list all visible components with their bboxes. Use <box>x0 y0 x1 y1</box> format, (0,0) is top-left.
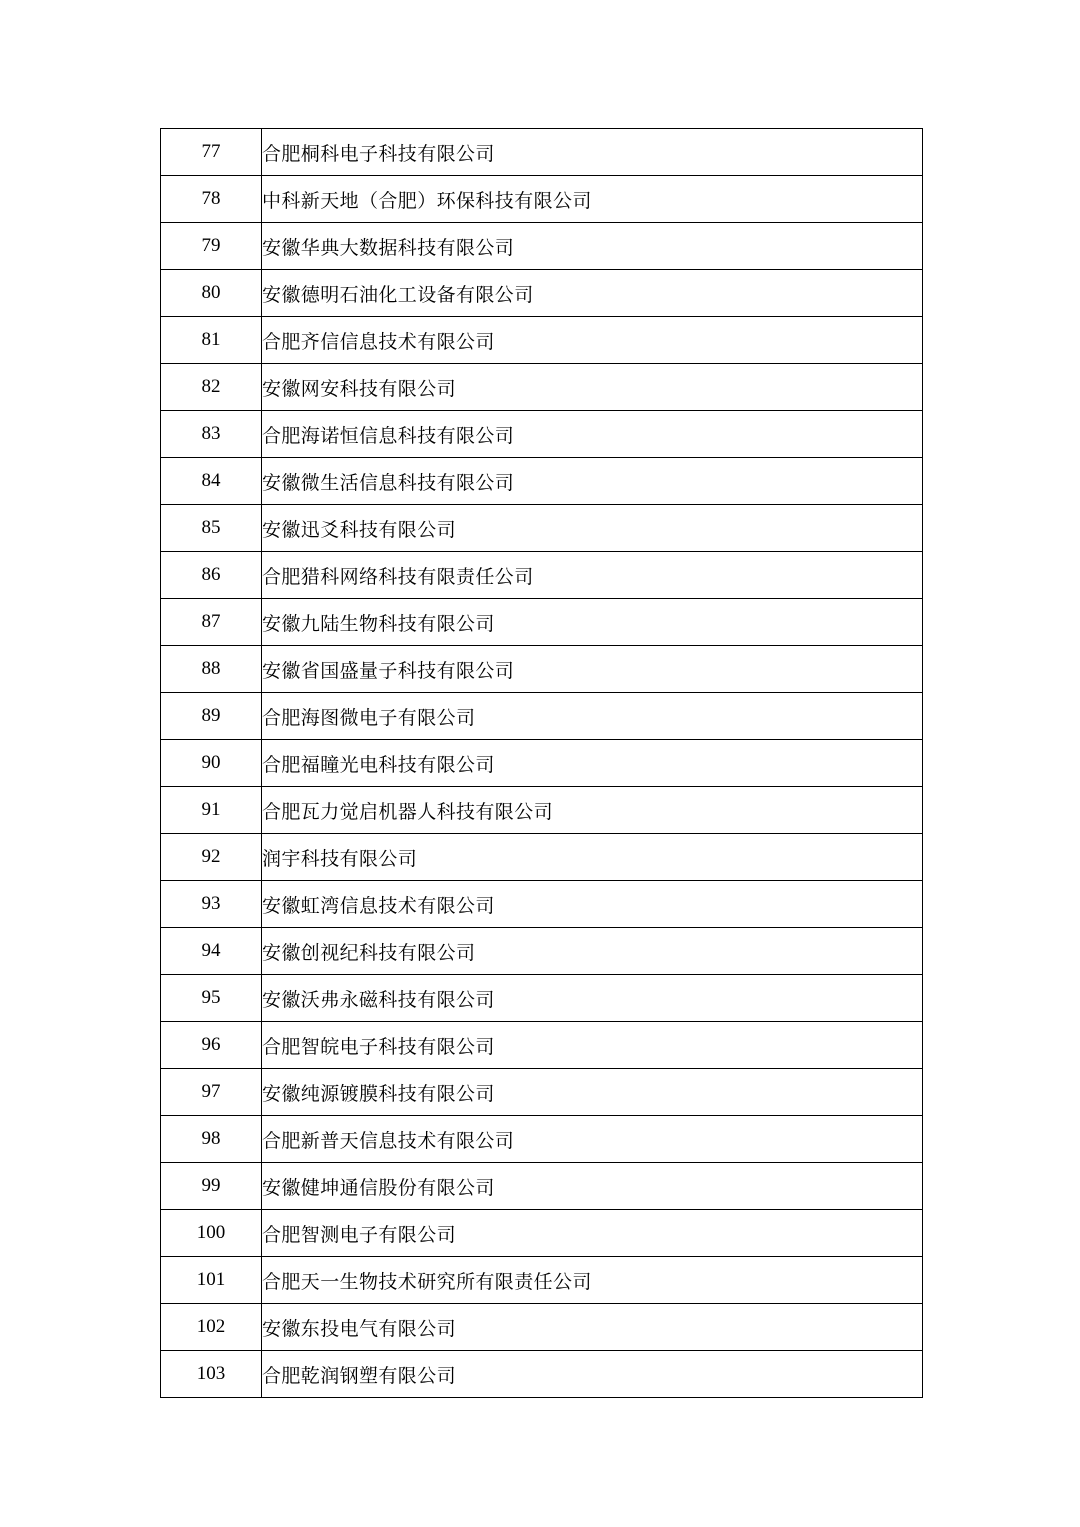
table-row <box>161 975 923 1022</box>
row-index-cell: 85 <box>161 505 262 552</box>
company-name-cell: 合肥海图微电子有限公司 <box>262 693 923 740</box>
table-row <box>161 317 923 364</box>
company-name-cell: 合肥海诺恒信息科技有限公司 <box>262 411 923 458</box>
company-name-cell: 合肥猎科网络科技有限责任公司 <box>262 552 923 599</box>
table-row <box>161 1257 923 1304</box>
table-row <box>161 646 923 693</box>
company-name-cell: 合肥天一生物技术研究所有限责任公司 <box>262 1257 923 1304</box>
company-name-cell: 安徽省国盛量子科技有限公司 <box>262 646 923 693</box>
table-body <box>161 129 923 1398</box>
table-row <box>161 129 923 176</box>
row-index-cell: 98 <box>161 1116 262 1163</box>
table-row <box>161 1210 923 1257</box>
table-row <box>161 176 923 223</box>
company-name-cell: 安徽微生活信息科技有限公司 <box>262 458 923 505</box>
row-index-cell: 89 <box>161 693 262 740</box>
company-name-cell: 安徽纯源镀膜科技有限公司 <box>262 1069 923 1116</box>
table-row <box>161 1116 923 1163</box>
company-name-cell: 合肥智皖电子科技有限公司 <box>262 1022 923 1069</box>
company-name-cell: 安徽东投电气有限公司 <box>262 1304 923 1351</box>
table-row <box>161 693 923 740</box>
table-row <box>161 458 923 505</box>
row-index-cell: 93 <box>161 881 262 928</box>
company-name-cell: 中科新天地（合肥）环保科技有限公司 <box>262 176 923 223</box>
company-name-cell: 合肥福瞳光电科技有限公司 <box>262 740 923 787</box>
company-name-cell: 合肥桐科电子科技有限公司 <box>262 129 923 176</box>
company-name-cell: 安徽创视纪科技有限公司 <box>262 928 923 975</box>
row-index-cell: 82 <box>161 364 262 411</box>
table-row <box>161 1304 923 1351</box>
company-name-cell: 安徽沃弗永磁科技有限公司 <box>262 975 923 1022</box>
company-name-cell: 合肥瓦力觉启机器人科技有限公司 <box>262 787 923 834</box>
company-name-cell: 安徽九陆生物科技有限公司 <box>262 599 923 646</box>
company-name-cell: 安徽迅爻科技有限公司 <box>262 505 923 552</box>
table-row <box>161 411 923 458</box>
row-index-cell: 100 <box>161 1210 262 1257</box>
row-index-cell: 92 <box>161 834 262 881</box>
table-row <box>161 552 923 599</box>
table-row <box>161 787 923 834</box>
company-name-cell: 合肥齐信信息技术有限公司 <box>262 317 923 364</box>
row-index-cell: 80 <box>161 270 262 317</box>
row-index-cell: 90 <box>161 740 262 787</box>
row-index-cell: 78 <box>161 176 262 223</box>
company-name-cell: 润宇科技有限公司 <box>262 834 923 881</box>
row-index-cell: 94 <box>161 928 262 975</box>
row-index-cell: 84 <box>161 458 262 505</box>
row-index-cell: 79 <box>161 223 262 270</box>
company-name-cell: 安徽华典大数据科技有限公司 <box>262 223 923 270</box>
row-index-cell: 77 <box>161 129 262 176</box>
row-index-cell: 87 <box>161 599 262 646</box>
table-row <box>161 599 923 646</box>
row-index-cell: 96 <box>161 1022 262 1069</box>
row-index-cell: 101 <box>161 1257 262 1304</box>
row-index-cell: 102 <box>161 1304 262 1351</box>
row-index-cell: 97 <box>161 1069 262 1116</box>
table-row <box>161 1163 923 1210</box>
row-index-cell: 88 <box>161 646 262 693</box>
table-row <box>161 1022 923 1069</box>
table-row <box>161 834 923 881</box>
table-row <box>161 505 923 552</box>
row-index-cell: 83 <box>161 411 262 458</box>
row-index-cell: 99 <box>161 1163 262 1210</box>
table-row <box>161 881 923 928</box>
company-list-table <box>160 128 923 1398</box>
row-index-cell: 86 <box>161 552 262 599</box>
table-row <box>161 223 923 270</box>
table-row <box>161 1069 923 1116</box>
row-index-cell: 95 <box>161 975 262 1022</box>
company-name-cell: 合肥新普天信息技术有限公司 <box>262 1116 923 1163</box>
company-name-cell: 合肥智测电子有限公司 <box>262 1210 923 1257</box>
row-index-cell: 103 <box>161 1351 262 1398</box>
company-name-cell: 合肥乾润钢塑有限公司 <box>262 1351 923 1398</box>
company-name-cell: 安徽虹湾信息技术有限公司 <box>262 881 923 928</box>
row-index-cell: 81 <box>161 317 262 364</box>
table-row <box>161 270 923 317</box>
company-name-cell: 安徽网安科技有限公司 <box>262 364 923 411</box>
company-name-cell: 安徽德明石油化工设备有限公司 <box>262 270 923 317</box>
table-row <box>161 1351 923 1398</box>
company-name-cell: 安徽健坤通信股份有限公司 <box>262 1163 923 1210</box>
table-row <box>161 928 923 975</box>
table-row <box>161 364 923 411</box>
table-row <box>161 740 923 787</box>
row-index-cell: 91 <box>161 787 262 834</box>
